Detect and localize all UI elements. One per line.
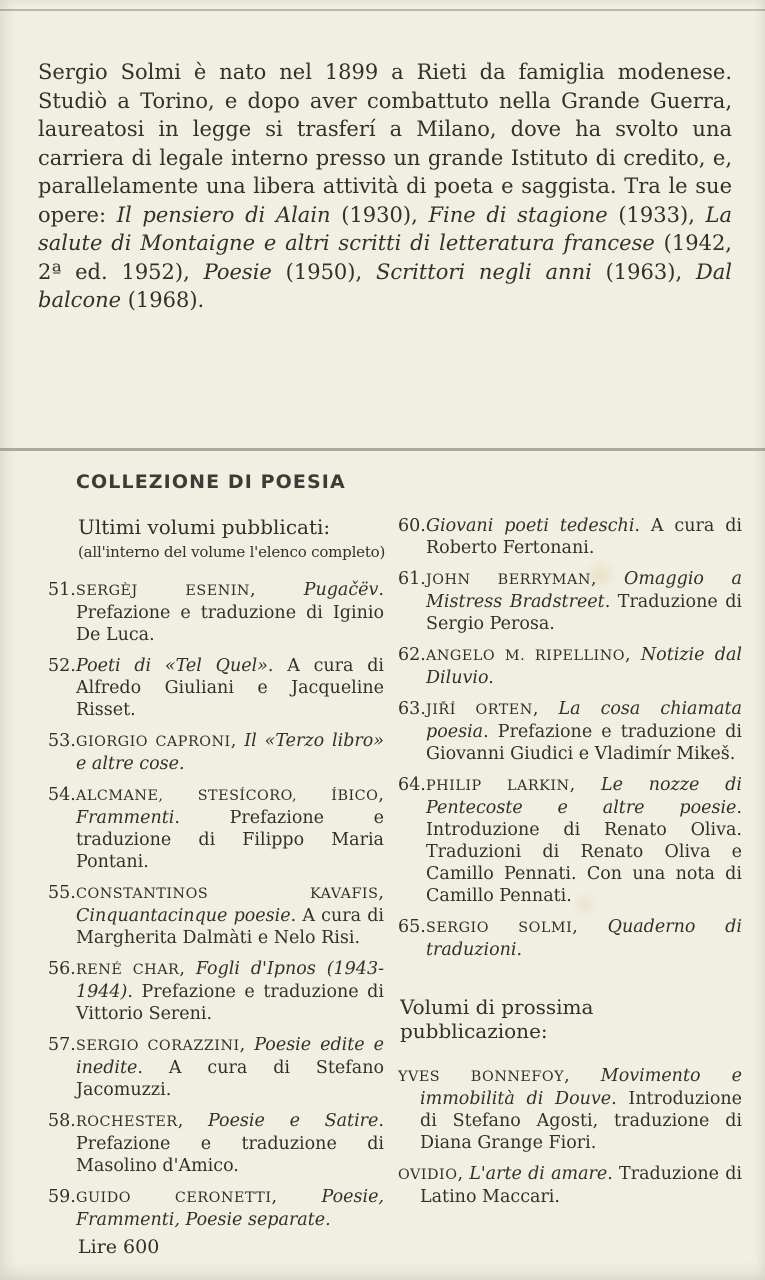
catalog-entry (48, 882, 384, 949)
catalog-entry (48, 730, 384, 775)
plain-text: , (179, 959, 196, 979)
entry-number: 59. (48, 1187, 76, 1207)
work-title-text: Dal balcone (38, 259, 732, 312)
catalog-entry (398, 644, 742, 689)
plain-text: (1933), (607, 202, 706, 227)
author-name-text: PHILIP LARKIN (426, 778, 570, 794)
work-title-text: Omaggio a Mistress Bradstreet (426, 569, 742, 612)
author-name-text: JOHN BERRYMAN (426, 572, 591, 588)
entry-number: 56. (48, 959, 76, 979)
biography-paragraph (38, 58, 732, 315)
upcoming-entry-list (398, 1065, 742, 1208)
catalog-entry (398, 698, 742, 765)
plain-text: , (230, 731, 245, 751)
plain-text: . Prefazione e traduzione di Vittorio Sereni. (76, 982, 384, 1024)
author-name-text: JIŘÍ ORTEN (426, 702, 533, 718)
price-label: Lire 600 (78, 1236, 160, 1258)
author-name-text: YVES BONNEFOY (398, 1069, 565, 1085)
work-title-text: Poesie, Frammenti, Poesie separate. (76, 1187, 384, 1230)
author-name-text: SERGÈJ ESENIN (76, 583, 250, 599)
catalog-entry (48, 1186, 384, 1231)
plain-text: . Prefazione e traduzione di Giovanni Giudici e Vladimír Mikeš. (426, 722, 742, 764)
work-title-text: Notizie dal Diluvio. (426, 645, 742, 688)
plain-text: . Prefazione e traduzione di Masolino d'Amico. (76, 1111, 384, 1176)
work-title-text: Poeti di «Tel Quel» (76, 656, 268, 676)
plain-text: (1942, 2ª ed. 1952), (38, 231, 732, 284)
plain-text: . Traduzione di Sergio Perosa. (426, 592, 742, 634)
work-title-text: Il pensiero di Alain (116, 202, 331, 227)
plain-text: . Prefazione e traduzione di Filippo Maria Pontani. (76, 808, 384, 872)
author-name-text: ROCHESTER (76, 1114, 178, 1130)
entry-number: 51. (48, 580, 76, 600)
work-title-text: Movimento e immobilità di Douve (420, 1066, 742, 1109)
author-name-text: SERGIO SOLMI (426, 920, 573, 936)
catalog-section (0, 448, 765, 1240)
entry-list-left (48, 579, 384, 1231)
plain-text: , (564, 1066, 601, 1086)
plain-text: , (378, 785, 384, 805)
plain-text: , (378, 883, 384, 903)
work-title-text: Giovani poeti tedeschi (426, 516, 635, 536)
author-name-text: SERGIO CORAZZINI (76, 1038, 240, 1054)
entry-number: 62. (398, 645, 426, 665)
work-title-text: Quaderno di traduzioni. (426, 917, 742, 960)
entry-number: 53. (48, 731, 76, 751)
plain-text: . A cura di Stefano Jacomuzzi. (76, 1058, 384, 1100)
catalog-entry (398, 916, 742, 961)
work-title-text: La salute di Montaigne e altri scritti di letteratura francese (38, 202, 733, 255)
catalog-entry (48, 1034, 384, 1101)
plain-text: , (569, 775, 601, 795)
entry-number: 54. (48, 785, 76, 805)
work-title-text: Poesie (203, 259, 272, 284)
catalog-entry (48, 1110, 384, 1177)
plain-text: Sergio Solmi è nato nel 1899 a Rieti da famiglia modenese. Studiò a Torino, e dopo aver combattuto nella Grande Guerra, laureatosi in legge si trasferí a Milano, dove ha svolto una carriera di legale interno presso un grande Istituto di credito, e, parallelamente una libera attività di poeta e saggista. Tra le sue opere: (38, 60, 732, 227)
author-name-text: ALCMANE, STESÍCORO, ÍBICO (76, 788, 379, 804)
plain-text: . Introduzione di Renato Oliva. Traduzioni di Renato Oliva e Camillo Pennati. Con una nota di Camillo Pennati. (426, 798, 742, 906)
catalog-entry (398, 1065, 742, 1154)
plain-text: . A cura di Margherita Dalmàti e Nelo Risi. (76, 906, 384, 948)
catalog-column-right (398, 515, 742, 1240)
entry-number: 64. (398, 775, 426, 795)
entry-number: 55. (48, 883, 76, 903)
plain-text: , (625, 645, 641, 665)
entry-number: 60. (398, 516, 426, 536)
catalog-entry (398, 1163, 742, 1208)
author-name-text: OVIDIO (398, 1167, 458, 1183)
work-title-text: Scrittori negli anni (375, 259, 592, 284)
work-title-text: Fogli d'Ipnos (1943-1944) (76, 959, 384, 1002)
author-name-text: GUIDO CERONETTI (76, 1190, 272, 1206)
catalog-entry (398, 515, 742, 559)
list-subheader: (all'interno del volume l'elenco completo) (78, 543, 386, 561)
work-title-text: Poesie edite e inedite (76, 1035, 384, 1078)
entry-number: 61. (398, 569, 426, 589)
work-title-text: Fine di stagione (428, 202, 608, 227)
plain-text: , (532, 699, 559, 719)
plain-text: . A cura di Roberto Fertonani. (426, 516, 742, 558)
catalog-entry (48, 579, 384, 646)
work-title-text: Il «Terzo libro» e altre cose. (76, 731, 385, 774)
work-title-text: L'arte di amare (469, 1164, 608, 1184)
catalog-entry (48, 784, 384, 873)
plain-text: . A cura di Alfredo Giuliani e Jacqueline Risset. (76, 656, 385, 720)
work-title-text: Cinquantacinque poesie (76, 906, 291, 926)
plain-text: (1930), (330, 202, 429, 227)
plain-text: (1963), (591, 259, 696, 284)
work-title-text: La cosa chiamata poesia (426, 699, 742, 742)
entry-number: 63. (398, 699, 426, 719)
plain-text: , (590, 569, 625, 589)
plain-text: , (239, 1035, 255, 1055)
entry-number: 52. (48, 656, 76, 676)
plain-text: (1950), (271, 259, 376, 284)
list-header: Ultimi volumi pubblicati: (78, 515, 331, 539)
plain-text: . Prefazione e traduzione di Iginio De Luca. (76, 580, 384, 645)
catalog-column-left (48, 515, 384, 1240)
plain-text: . Introduzione di Stefano Agosti, traduzione di Diana Grange Fiori. (420, 1089, 742, 1153)
plain-text: , (271, 1187, 322, 1207)
author-name-text: GIORGIO CAPRONI (76, 734, 231, 750)
author-name-text: ANGELO M. RIPELLINO (426, 648, 626, 664)
plain-text: (1968). (121, 288, 205, 312)
series-title: COLLEZIONE DI POESIA (76, 471, 346, 493)
plain-text: , (572, 917, 608, 937)
upcoming-section (398, 995, 742, 1208)
entry-number: 58. (48, 1111, 76, 1131)
work-title-text: Poesie e Satire (207, 1111, 379, 1131)
catalog-entry (48, 958, 384, 1025)
entry-list-right (398, 515, 742, 961)
work-title-text: Le nozze di Pentecoste e altre poesie (426, 775, 742, 818)
plain-text: , (249, 580, 304, 600)
plain-text: , (457, 1164, 470, 1184)
upcoming-title: Volumi di prossima pubblicazione: (400, 995, 594, 1043)
plain-text: , (177, 1111, 208, 1131)
catalog-entry (398, 568, 742, 635)
work-title-text: Frammenti (76, 808, 175, 828)
scan-edge-line (0, 9, 765, 11)
author-name-text: RENÉ CHAR (76, 962, 180, 978)
plain-text: . Traduzione di Latino Maccari. (420, 1164, 742, 1207)
author-name-text: CONSTANTINOS KAVAFIS (76, 886, 379, 902)
catalog-entry (398, 774, 742, 907)
work-title-text: Pugačëv (303, 580, 379, 600)
catalog-entry (48, 655, 384, 721)
entry-number: 65. (398, 917, 426, 937)
entry-number: 57. (48, 1035, 76, 1055)
section-divider (0, 448, 765, 451)
catalog-columns (0, 493, 765, 1240)
